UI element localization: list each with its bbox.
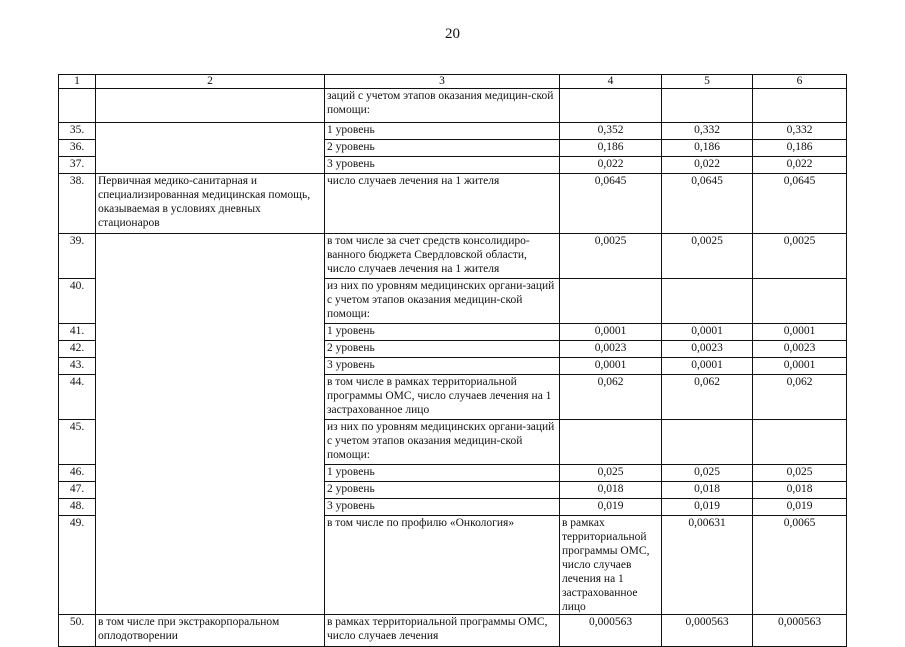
- row-indicator: 2 уровень: [325, 140, 560, 157]
- row-value-col4: [560, 279, 662, 324]
- table-row: [59, 174, 847, 234]
- row-value-col4: 0,352: [560, 123, 662, 140]
- row-value-col5: 0,062: [662, 375, 753, 420]
- row-number: 36.: [59, 140, 96, 157]
- row-indicator: в рамках территориальной программы ОМС, число случаев лечения: [325, 615, 560, 647]
- row-value-col6: 0,019: [753, 499, 847, 516]
- row-number: [59, 89, 96, 123]
- table-row: [59, 615, 847, 647]
- row-number: 48.: [59, 499, 96, 516]
- data-table: [58, 74, 847, 647]
- row-indicator: 3 уровень: [325, 499, 560, 516]
- row-value-col4: 0,0001: [560, 324, 662, 341]
- row-value-col5: 0,332: [662, 123, 753, 140]
- row-value-col6: 0,0001: [753, 324, 847, 341]
- row-value-col4: 0,019: [560, 499, 662, 516]
- row-value-col4: 0,018: [560, 482, 662, 499]
- row-value-col5: 0,0023: [662, 341, 753, 358]
- table-row: [59, 89, 847, 123]
- row-value-col5: 0,0001: [662, 324, 753, 341]
- row-value-col5: 0,186: [662, 140, 753, 157]
- table-row: [59, 234, 847, 279]
- row-value-col5: [662, 89, 753, 123]
- row-value-col6: [753, 279, 847, 324]
- header-col-4: 4: [560, 75, 662, 89]
- row-name: [96, 123, 325, 174]
- table-row: [59, 123, 847, 140]
- row-value-col5: 0,019: [662, 499, 753, 516]
- row-name: Первичная медико-санитарная и специализированная медицинская помощь, оказываемая в условиях дневных стационаров: [96, 174, 325, 234]
- row-number: 47.: [59, 482, 96, 499]
- row-value-col4: 0,0025: [560, 234, 662, 279]
- row-value-col5: 0,018: [662, 482, 753, 499]
- row-value-col4: [560, 89, 662, 123]
- row-value-col5: [662, 420, 753, 465]
- row-name: [96, 234, 325, 615]
- row-value-col5: 0,0065: [753, 516, 847, 615]
- row-value-col5: 0,000563: [662, 615, 753, 647]
- row-number: 40.: [59, 279, 96, 324]
- row-indicator: 3 уровень: [325, 358, 560, 375]
- row-value-col5: 0,022: [662, 157, 753, 174]
- row-value-col6: 0,062: [753, 375, 847, 420]
- row-value-col6: [753, 420, 847, 465]
- header-col-3: 3: [325, 75, 560, 89]
- row-number: 37.: [59, 157, 96, 174]
- row-indicator: 1 уровень: [325, 465, 560, 482]
- row-indicator: заций с учетом этапов оказания медицин-ской помощи:: [325, 89, 560, 123]
- row-indicator: 1 уровень: [325, 324, 560, 341]
- row-value-col4: 0,022: [560, 157, 662, 174]
- row-number: 45.: [59, 420, 96, 465]
- row-indicator: из них по уровням медицинских органи-заций с учетом этапов оказания медицин-ской помощи:: [325, 279, 560, 324]
- row-value-col4: 0,025: [560, 465, 662, 482]
- page-number: 20: [445, 26, 460, 42]
- row-value-col4: 0,186: [560, 140, 662, 157]
- row-number: 41.: [59, 324, 96, 341]
- row-value-col6: 0,025: [753, 465, 847, 482]
- row-number: 35.: [59, 123, 96, 140]
- row-name: в том числе при экстракорпоральном оплодотворении: [96, 615, 325, 647]
- row-value-col6: 0,186: [753, 140, 847, 157]
- row-number: 46.: [59, 465, 96, 482]
- row-number: 43.: [59, 358, 96, 375]
- row-value-col4: 0,0645: [560, 174, 662, 234]
- row-number: 42.: [59, 341, 96, 358]
- row-value-col6: 0,0645: [753, 174, 847, 234]
- row-value-col4: [560, 420, 662, 465]
- row-value-col6: 0,018: [753, 482, 847, 499]
- row-indicator: 2 уровень: [325, 482, 560, 499]
- row-value-col6: 0,332: [753, 123, 847, 140]
- row-number: 38.: [59, 174, 96, 234]
- row-name: в том числе по профилю «Онкология»: [325, 516, 560, 615]
- row-value-col5: 0,0645: [662, 174, 753, 234]
- header-col-6: 6: [753, 75, 847, 89]
- row-indicator: число случаев лечения на 1 жителя: [325, 174, 560, 234]
- header-col-1: 1: [59, 75, 96, 89]
- row-value-col5: [662, 279, 753, 324]
- row-indicator: 1 уровень: [325, 123, 560, 140]
- row-number: 39.: [59, 234, 96, 279]
- table-header-row: [59, 75, 847, 89]
- header-col-5: 5: [662, 75, 753, 89]
- row-name: [96, 89, 325, 123]
- row-value-col6: 0,000563: [753, 615, 847, 647]
- row-value-col4: 0,00631: [662, 516, 753, 615]
- row-value-col4: 0,000563: [560, 615, 662, 647]
- row-indicator: 2 уровень: [325, 341, 560, 358]
- header-col-2: 2: [96, 75, 325, 89]
- row-value-col6: 0,0001: [753, 358, 847, 375]
- row-number: 49.: [59, 516, 96, 615]
- row-value-col6: [753, 89, 847, 123]
- row-number: 50.: [59, 615, 96, 647]
- row-value-col6: 0,022: [753, 157, 847, 174]
- row-indicator: 3 уровень: [325, 157, 560, 174]
- row-number: 44.: [59, 375, 96, 420]
- row-value-col4: 0,0023: [560, 341, 662, 358]
- row-value-col4: 0,0001: [560, 358, 662, 375]
- row-value-col6: 0,0025: [753, 234, 847, 279]
- row-indicator: в рамках территориальной программы ОМС, число случаев лечения на 1 застрахованное лицо: [560, 516, 662, 615]
- row-value-col4: 0,062: [560, 375, 662, 420]
- row-value-col5: 0,025: [662, 465, 753, 482]
- row-value-col5: 0,0025: [662, 234, 753, 279]
- row-indicator: из них по уровням медицинских органи-заций с учетом этапов оказания медицин-ской помощи:: [325, 420, 560, 465]
- row-indicator: в том числе за счет средств консолидиро-ванного бюджета Свердловской области, число случаев лечения на 1 жителя: [325, 234, 560, 279]
- row-indicator: в том числе в рамках территориальной программы ОМС, число случаев лечения на 1 застрахованное лицо: [325, 375, 560, 420]
- row-value-col6: 0,0023: [753, 341, 847, 358]
- row-value-col5: 0,0001: [662, 358, 753, 375]
